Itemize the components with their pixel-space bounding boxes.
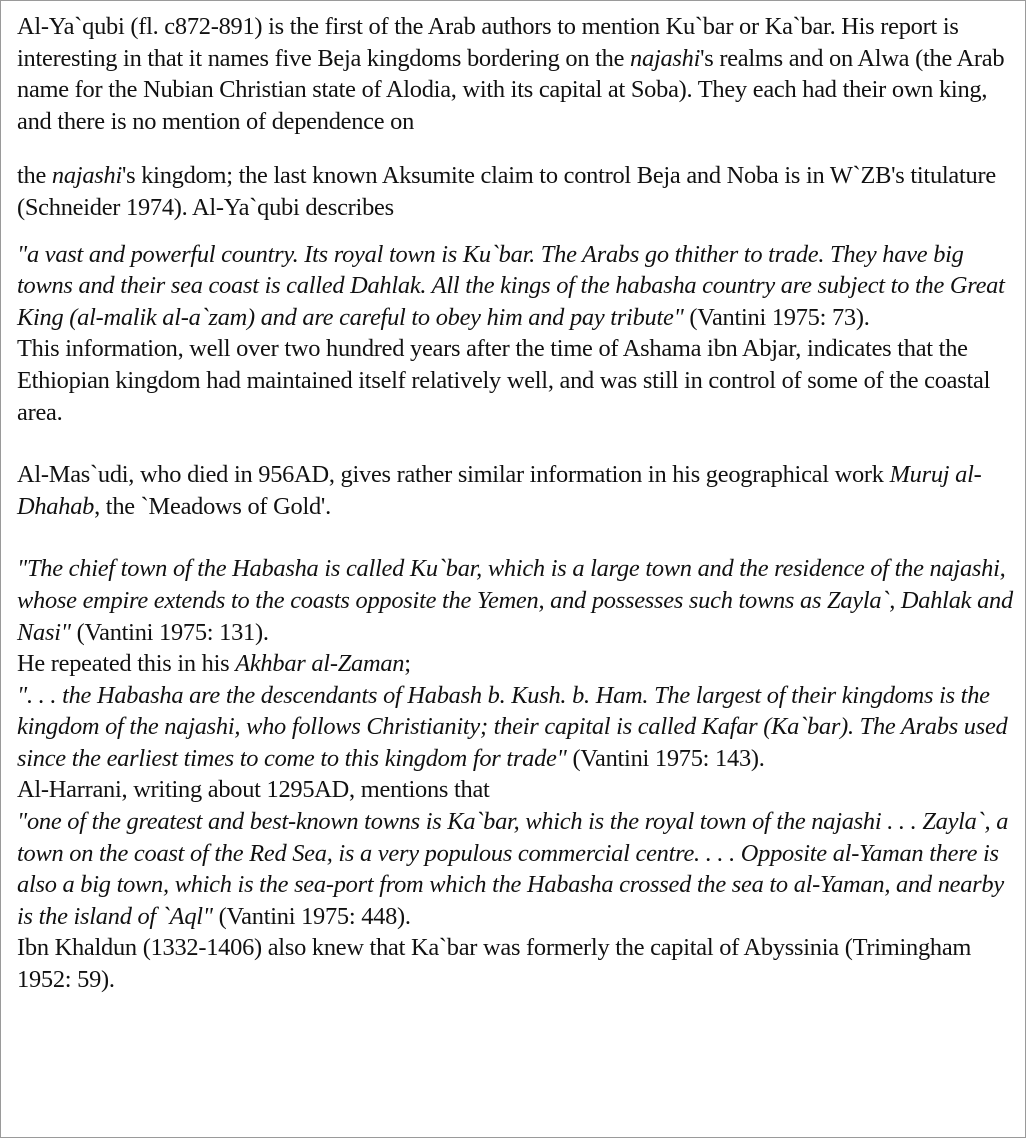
text-run: Al-Ya`qubi (fl. c872-891) is the first of the Arab authors to mention Ku`bar or Ka`bar. His report is interesting in that it names five Beja kingdoms bordering on the	[17, 13, 959, 72]
paragraph-masudi-quote	[17, 553, 1022, 648]
quotation: "The chief town of the Habasha is called Ku`bar, which is a large town and the residence of the najashi, whose empire extends to the coasts opposite the Yemen, and possesses such towns as Zayla`, Dahlak and Nasi"	[17, 555, 1013, 646]
paragraph-yaqubi-quote	[17, 239, 1022, 334]
paragraph-harrani-quote	[17, 806, 1022, 932]
text-run: 's realms and on Alwa (the Arab name for the Nubian Christian state of Alodia, with its capital at Soba). They each had their own king, and there is no mention of dependence on	[17, 44, 1005, 135]
paragraph-ibn-khaldun	[17, 932, 1022, 995]
text-run: This information, well over two hundred years after the time of Ashama ibn Abjar, indicates that the Ethiopian kingdom had maintained itself relatively well, and was still in control of some of the coastal area.	[17, 335, 991, 426]
paragraph-akhbar-intro	[17, 648, 1022, 680]
citation: (Vantini 1975: 448).	[212, 902, 411, 930]
text-run: the	[17, 162, 52, 190]
citation: (Vantini 1975: 73).	[683, 303, 870, 331]
paragraph-yaqubi-commentary	[17, 333, 1022, 428]
quotation: ". . . the Habasha are the descendants of Habash b. Kush. b. Ham. The largest of their kingdoms is the kingdom of the najashi, who follows Christianity; their capital is called Kafar (Ka`bar). The Arabs used since the earliest times to come to this kingdom for trade"	[17, 681, 1008, 772]
text-run: 's kingdom; the last known Aksumite claim to control Beja and Noba is in W`ZB's titulature (Schneider 1974). Al-Ya`qubi describes	[17, 162, 996, 221]
italic-term: najashi	[51, 162, 122, 190]
quotation: "a vast and powerful country. Its royal town is Ku`bar. The Arabs go thither to trade. They have big towns and their sea coast is called Dahlak. All the kings of the habasha country are subject to the Great King (al-malik al-a`zam) and are careful to obey him and pay tribute"	[17, 240, 1005, 331]
text-run: ;	[404, 650, 411, 678]
citation: (Vantini 1975: 131).	[70, 618, 269, 646]
book-title: Akhbar al-Zaman	[235, 650, 405, 678]
text-run: Al-Mas`udi, who died in 956AD, gives rather similar information in his geographical work	[17, 461, 890, 489]
italic-term: najashi	[630, 44, 701, 72]
text-run: Ibn Khaldun (1332-1406) also knew that Ka`bar was formerly the capital of Abyssinia (Trimingham 1952: 59).	[17, 934, 972, 994]
book-title: Muruj al-Dhahab	[17, 461, 982, 520]
text-run: , the `Meadows of Gold'.	[94, 492, 331, 520]
paragraph-akhbar-quote	[17, 680, 1022, 775]
document-text	[17, 11, 1022, 996]
paragraph-harrani-intro	[17, 774, 1022, 806]
text-run: Al-Harrani, writing about 1295AD, mentions that	[17, 776, 490, 804]
text-run: He repeated this in his	[17, 650, 236, 678]
citation: (Vantini 1975: 143).	[566, 744, 765, 772]
paragraph-yaqubi-intro	[17, 11, 1022, 137]
paragraph-masudi-intro	[17, 459, 1022, 522]
paragraph-yaqubi-continued	[17, 160, 1022, 223]
quotation: "one of the greatest and best-known towns is Ka`bar, which is the royal town of the najashi . . . Zayla`, a town on the coast of the Red Sea, is a very populous commercial centre. . . . Opposite al-Yaman there is also a big town, which is the sea-port from which the Habasha crossed the sea to al-Yaman, and nearby is the island of `Aql"	[17, 808, 1009, 930]
